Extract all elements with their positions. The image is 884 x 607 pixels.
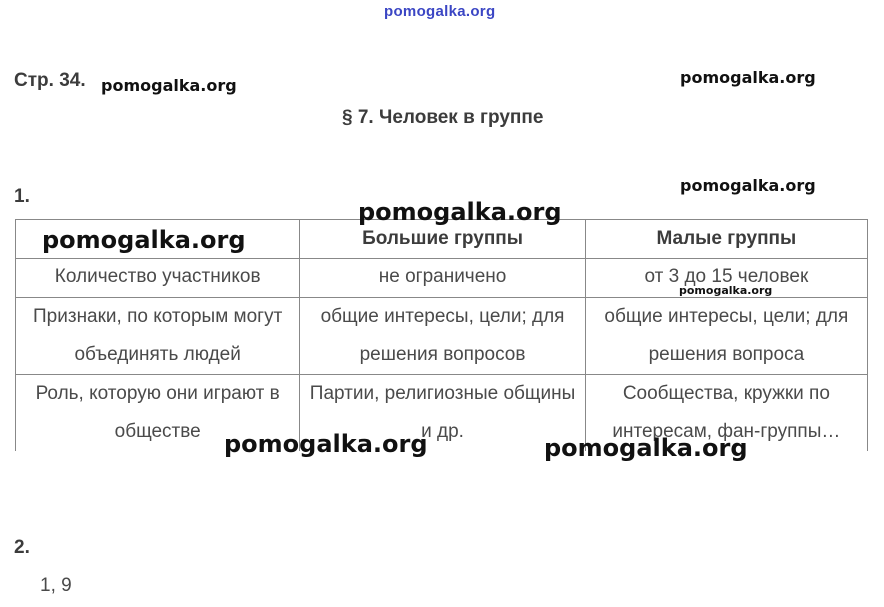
- table-header-cell: Малые группы: [585, 220, 867, 259]
- question-2-number: 2.: [14, 537, 30, 558]
- table-cell: Признаки, по которым могут объединять людей: [16, 298, 300, 375]
- table-cell: Партии, религиозные общины и др.: [300, 375, 585, 452]
- table-cell: Роль, которую они играют в обществе: [16, 375, 300, 452]
- question-2-answer: 1, 9: [40, 575, 72, 596]
- watermark: pomogalka.org: [358, 198, 562, 226]
- table-row: [16, 298, 868, 375]
- table-cell: Количество участников: [16, 259, 300, 298]
- watermark: pomogalka.org: [224, 430, 428, 458]
- table-cell: не ограничено: [300, 259, 585, 298]
- watermark: pomogalka.org: [101, 76, 237, 95]
- watermark: pomogalka.org: [42, 226, 246, 254]
- question-1-number: 1.: [14, 186, 30, 207]
- table-cell: общие интересы, цели; для решения вопросов: [300, 298, 585, 375]
- table-cell: общие интересы, цели; для решения вопроса: [585, 298, 867, 375]
- section-title: § 7. Человек в группе: [342, 107, 544, 128]
- page-reference: Стр. 34.: [14, 70, 86, 91]
- watermark: pomogalka.org: [680, 176, 816, 195]
- watermark: pomogalka.org: [679, 284, 773, 297]
- table-cell: от 3 до 15 человек: [585, 259, 867, 298]
- table-header-cell: Большие группы: [300, 220, 585, 259]
- watermark-top[interactable]: pomogalka.org: [384, 3, 496, 20]
- watermark: pomogalka.org: [680, 68, 816, 87]
- watermark: pomogalka.org: [544, 434, 748, 462]
- table-cell: Сообщества, кружки по интересам, фан-группы…: [585, 375, 867, 452]
